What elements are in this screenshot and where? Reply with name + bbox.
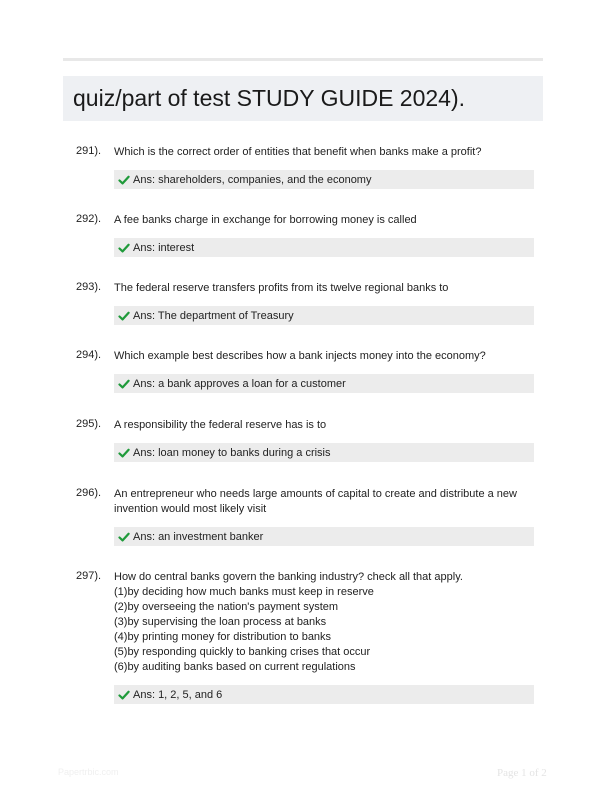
question-line: The federal reserve transfers profits from its twelve regional banks to (114, 282, 449, 294)
question-text (114, 145, 534, 160)
check-icon (118, 378, 130, 390)
check-icon (118, 310, 130, 322)
answer-box (114, 443, 534, 462)
question-line: (6)by auditing banks based on current regulations (114, 661, 356, 673)
answer-text: Ans: loan money to banks during a crisis (133, 446, 331, 459)
question-number: 291). (76, 145, 102, 157)
question-line: (5)by responding quickly to banking crises that occur (114, 646, 371, 658)
top-divider (63, 58, 543, 61)
question-line: A fee banks charge in exchange for borrowing money is called (114, 214, 417, 226)
answer-box (114, 170, 534, 189)
footer-site: Papertrbic.com (58, 767, 119, 777)
question-number: 296). (76, 487, 102, 499)
check-icon (118, 531, 130, 543)
question-number: 292). (76, 213, 102, 225)
question-line: (1)by deciding how much banks must keep in reserve (114, 586, 374, 598)
title-banner (63, 76, 543, 121)
check-icon (118, 689, 130, 701)
question-line: invention would most likely visit (114, 503, 267, 515)
answer-text: Ans: interest (133, 241, 195, 254)
question-line: Which is the correct order of entities that benefit when banks make a profit? (114, 146, 482, 158)
question-line: How do central banks govern the banking industry? check all that apply. (114, 571, 463, 583)
answer-text: Ans: an investment banker (133, 530, 264, 543)
question-number: 295). (76, 418, 102, 430)
question-line: (3)by supervising the loan process at banks (114, 616, 327, 628)
question-text (114, 213, 534, 228)
answer-text: Ans: The department of Treasury (133, 309, 294, 322)
question-line: (2)by overseeing the nation's payment system (114, 601, 339, 613)
question-line: A responsibility the federal reserve has is to (114, 419, 327, 431)
question-number: 294). (76, 349, 102, 361)
footer-page-number: Page 1 of 2 (497, 767, 547, 779)
check-icon (118, 447, 130, 459)
question-text (114, 487, 534, 517)
question-text (114, 418, 534, 433)
question-line: (4)by printing money for distribution to banks (114, 631, 332, 643)
answer-box (114, 685, 534, 704)
question-number: 293). (76, 281, 102, 293)
question-text (114, 349, 534, 364)
answer-box (114, 306, 534, 325)
question-text (114, 281, 534, 296)
answer-text: Ans: 1, 2, 5, and 6 (133, 688, 223, 701)
question-line: Which example best describes how a bank injects money into the economy? (114, 350, 486, 362)
answer-box (114, 527, 534, 546)
check-icon (118, 242, 130, 254)
page-title: quiz/part of test STUDY GUIDE 2024). (73, 85, 466, 111)
answer-box (114, 374, 534, 393)
answer-text: Ans: shareholders, companies, and the economy (133, 173, 372, 186)
question-line: An entrepreneur who needs large amounts of capital to create and distribute a new (114, 488, 517, 500)
question-text (114, 570, 534, 675)
answer-text: Ans: a bank approves a loan for a customer (133, 377, 346, 390)
answer-box (114, 238, 534, 257)
question-number: 297). (76, 570, 102, 582)
check-icon (118, 174, 130, 186)
